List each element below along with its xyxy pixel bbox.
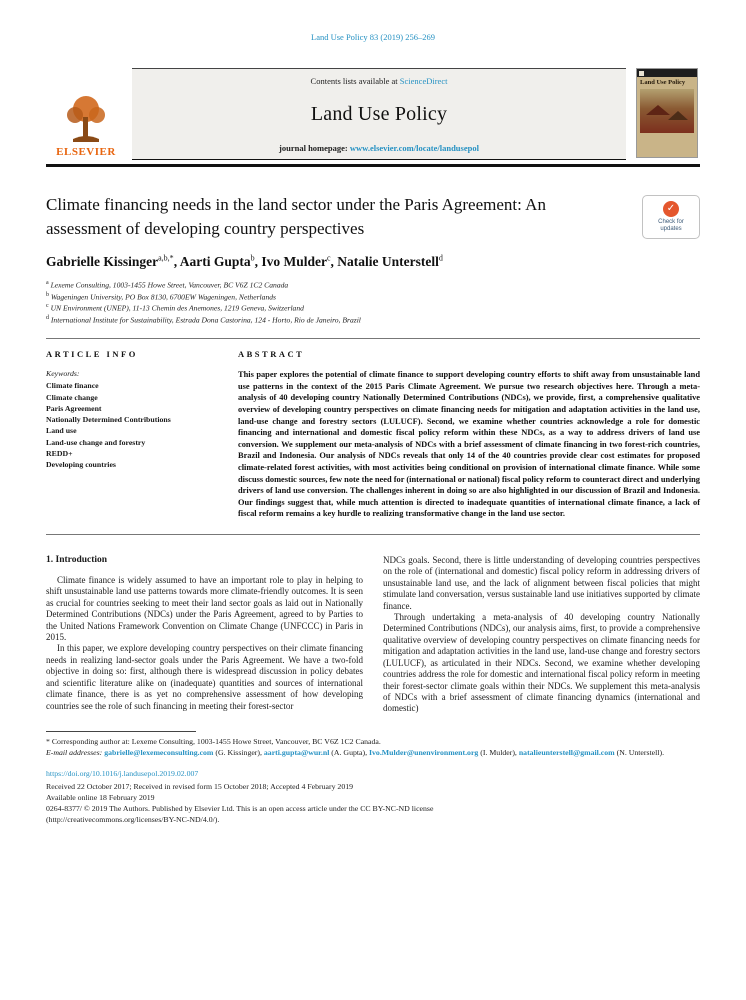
keyword: Land use xyxy=(46,426,77,436)
homepage-prefix: journal homepage: xyxy=(279,143,350,153)
affiliation xyxy=(46,314,700,326)
journal-banner xyxy=(132,68,626,160)
author-affil-marker: b xyxy=(250,253,255,263)
publication-info xyxy=(46,768,700,825)
available-online: Available online 18 February 2019 xyxy=(46,792,155,802)
author-list xyxy=(46,254,700,271)
journal-cover-thumbnail[interactable] xyxy=(634,68,700,160)
email-addresses-line xyxy=(46,748,700,759)
sciencedirect-link[interactable]: ScienceDirect xyxy=(399,76,448,86)
affiliation-text: Wageningen University, PO Box 8130, 6700EW Wageningen, Netherlands xyxy=(50,292,277,302)
article-info-column xyxy=(46,349,214,520)
email-link[interactable]: Ivo.Mulder@unenvironment.org xyxy=(368,747,479,757)
journal-cover xyxy=(636,68,698,158)
article-body xyxy=(46,555,700,715)
info-abstract-section xyxy=(46,339,700,535)
author-name: Ivo Mulder xyxy=(261,254,327,270)
affiliation xyxy=(46,302,700,314)
affiliation-text: International Institute for Sustainability, Estrada Dona Castorina, 124 - Horto, Rio de Janeiro, Brazil xyxy=(50,315,361,325)
author-affil-marker: c xyxy=(326,253,331,263)
author-name: Gabrielle Kissinger xyxy=(46,254,159,270)
author-separator: , xyxy=(254,254,262,270)
elsevier-tree-icon xyxy=(63,93,109,145)
elsevier-logo[interactable] xyxy=(46,68,132,160)
author-separator: , xyxy=(330,254,338,270)
keyword: Land-use change and forestry xyxy=(46,437,146,447)
journal-header xyxy=(46,68,700,167)
author-affil-marker: a,b,* xyxy=(158,253,174,263)
cover-art-roof2 xyxy=(668,111,688,120)
intro-paragraph: Climate finance is widely assumed to have an important role to play in helping to shift unsustainable land use patterns towards more climate-friendly outcomes. It is seen as crucial for countries seeking to meet their land sector goals as laid out in Nationally Determined Contributions (NDCs) under the Paris Agreement, agreed to by Parties to the United Nations Framework Convention on Climate Change (UNFCCC) in Paris in 2015. xyxy=(46,574,363,643)
check-for-updates-label: Check for updates xyxy=(658,218,684,232)
journal-title: Land Use Policy xyxy=(310,103,448,125)
abstract-text: This paper explores the potential of climate finance to support developing country efforts to shift away from unsustainable land use patterns in the context of the 2015 Paris Climate Agreement. We pursue two research objectives here. Through a meta-analysis of 40 developing country Nationally Determined Contributions (NDCs), we provide, first, a comprehensive qualitative overview of developing country perspectives on climate financing needs for mitigation and adaptation activities in the land use, land-use change and forestry sectors (LULUCF). Second, we examine whether countries acknowledge a role for domestic financing and international and domestic fiscal policy reform within these NDCs, as a way to address drivers of land use conversion. We supplement our meta-analysis of NDCs with a brief assessment of climate financing in two forest-rich countries, Brazil and Indonesia. Our analysis of NDCs reveals that only 14 of the 40 countries provide clear cost estimates for proposed climate-related forest activities, with most activities being conditional on provision of international climate finance. While some discuss domestic sources, few note the need for (international or national) fiscal policy reform to counteract direct and underlying drivers of land use conversion. The challenges inherent in doing so are also highlighted in our discussion of Brazil and Indonesia. Our findings suggest that, while much attention is directed to inadequate quantities of international climate finance, a lack of fiscal reform remains a key hurdle to realizing transformative change in the land use sector. xyxy=(238,370,700,519)
author-name: Natalie Unterstell xyxy=(337,254,439,270)
corresponding-author-note: * Corresponding author at: Lexeme Consulting, 1003-1455 Howe Street, Vancouver, BC V6Z 1C2 Canada. xyxy=(46,736,381,746)
keyword: Climate finance xyxy=(46,381,99,391)
body-right-column xyxy=(383,555,700,715)
email-after: (I. Mulder), xyxy=(478,747,519,757)
affiliation xyxy=(46,279,700,291)
affiliation-list xyxy=(46,279,700,325)
email-after: (A. Gupta), xyxy=(329,747,369,757)
journal-reference: Land Use Policy 83 (2019) 256–269 xyxy=(311,32,435,42)
license-url: (http://creativecommons.org/licenses/BY-NC-ND/4.0/). xyxy=(46,814,220,824)
footnote-divider xyxy=(46,731,196,732)
email-label: E-mail addresses: xyxy=(46,747,103,757)
elsevier-logo-text: ELSEVIER xyxy=(56,146,116,158)
affiliation-text: Lexeme Consulting, 1003-1455 Howe Street, Vancouver, BC V6Z 1C2 Canada xyxy=(50,280,289,290)
keywords-label: Keywords: xyxy=(46,369,80,379)
check-for-updates-badge[interactable] xyxy=(642,195,700,239)
author xyxy=(46,254,180,269)
copyright-line: 0264-8377/ © 2019 The Authors. Published by Elsevier Ltd. This is an open access article under the CC BY-NC-ND license xyxy=(46,803,434,813)
author xyxy=(261,254,337,269)
affiliation xyxy=(46,291,700,303)
keyword: Nationally Determined Contributions xyxy=(46,415,171,425)
affiliation-marker: d xyxy=(46,314,49,321)
crossmark-icon: ✓ xyxy=(663,201,679,217)
received-dates: Received 22 October 2017; Received in revised form 15 October 2018; Accepted 4 February 2019 xyxy=(46,781,354,791)
author-name: Aarti Gupta xyxy=(179,254,251,270)
affiliation-marker: c xyxy=(46,303,49,310)
abstract-column xyxy=(238,349,700,520)
section-heading-introduction: 1. Introduction xyxy=(46,554,108,565)
keyword: REDD+ xyxy=(46,449,73,458)
author xyxy=(180,254,262,269)
intro-paragraph: Through undertaking a meta-analysis of 40 developing country Nationally Determined Contributions (NDCs), our analysis aims, first, to provide a comprehensive qualitative overview of developing country perspectives on climate financing needs for mitigation and adaptation activities in the land use, land-use change and forestry sectors (LULUCF), as articulated in their NDCs. Second, we examine whether developing countries address the role for domestic and international fiscal policy reform in meeting their forest-sector climate goals within their NDCs. We supplement this meta-analysis of NDCs with a brief assessment of climate financing dynamics (international and domestic) xyxy=(383,612,700,714)
homepage-line xyxy=(138,143,620,153)
abstract-heading: ABSTRACT xyxy=(238,349,305,360)
cover-art xyxy=(640,89,694,133)
email-after: (N. Unterstell). xyxy=(614,747,665,757)
contents-line xyxy=(138,76,620,86)
email-link[interactable]: gabrielle@lexemeconsulting.com xyxy=(104,747,214,757)
cover-top-bar xyxy=(637,69,697,77)
intro-paragraph: NDCs goals. Second, there is little understanding of developing countries perspectives on the role of (international and domestic) fiscal policy reform in addressing drivers of unsustainable land use, and the lack of alignment between fiscal policies that might stimulate land conversation, versus sustainable land use initiatives supported by climate finance. xyxy=(383,554,700,611)
affiliation-marker: b xyxy=(46,291,49,298)
article-title: Climate financing needs in the land sector under the Paris Agreement: An assessment of developing country perspectives xyxy=(46,195,546,238)
cover-title: Land Use Policy xyxy=(640,79,686,86)
title-row xyxy=(46,193,700,241)
author-affil-marker: d xyxy=(438,253,443,263)
keyword: Paris Agreement xyxy=(46,403,102,413)
footnote-section xyxy=(46,731,700,759)
intro-paragraph: In this paper, we explore developing country perspectives on their climate financing needs in realizing land-sector goals under the Paris Agreement. We have a two-fold objective in doing so: first, although there is widespread discussion in policy debates and scientific literature alike on (inadequate) quantities and sources of international climate finance, there is as yet no comprehensive assessment of how developing countries see the role of such financing in meeting their forest-sector xyxy=(46,643,363,711)
keyword: Climate change xyxy=(46,392,98,402)
article-info-heading: ARTICLE INFO xyxy=(46,349,138,360)
contents-prefix: Contents lists available at xyxy=(310,76,400,86)
affiliation-marker: a xyxy=(46,280,49,287)
body-left-column xyxy=(46,555,363,715)
affiliation-text: UN Environment (UNEP), 11-13 Chemin des Anemones, 1219 Geneva, Switzerland xyxy=(50,303,304,313)
email-link[interactable]: natalieunterstell@gmail.com xyxy=(518,747,615,757)
journal-homepage-link[interactable]: www.elsevier.com/locate/landusepol xyxy=(349,143,479,153)
cover-dot xyxy=(639,71,644,76)
doi-link[interactable]: https://doi.org/10.1016/j.landusepol.2019.02.007 xyxy=(46,768,199,778)
keyword: Developing countries xyxy=(46,460,116,470)
author-separator: , xyxy=(173,254,180,270)
email-link[interactable]: aarti.gupta@wur.nl xyxy=(263,747,330,757)
email-after: (G. Kissinger), xyxy=(213,747,264,757)
author xyxy=(337,254,443,269)
cover-art-roof xyxy=(646,105,670,115)
